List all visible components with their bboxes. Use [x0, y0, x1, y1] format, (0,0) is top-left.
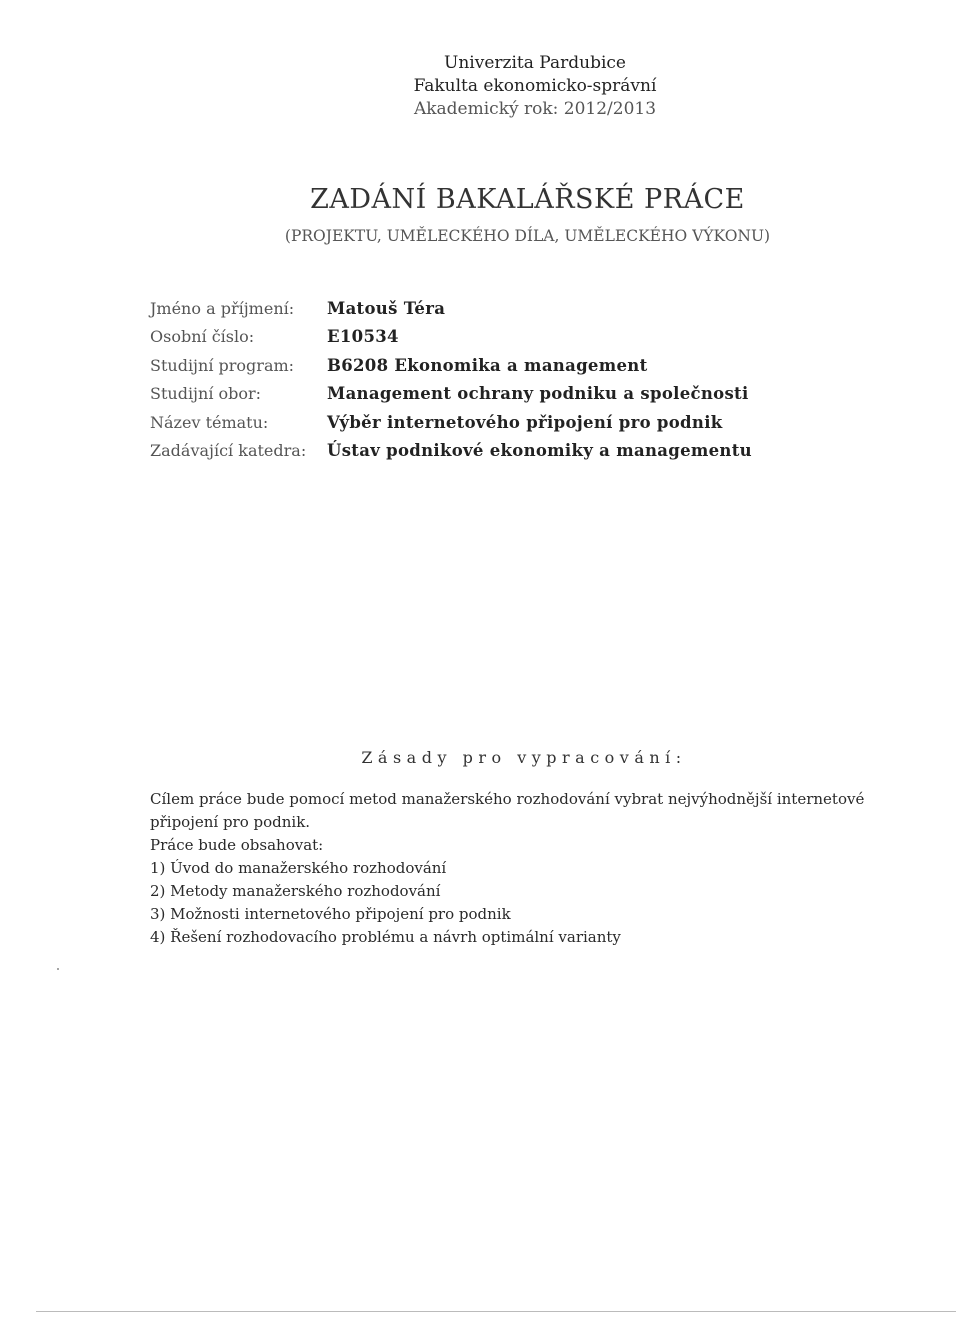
info-value: Matouš Téra: [327, 298, 446, 318]
info-value: Výběr internetového připojení pro podnik: [327, 412, 723, 432]
info-row-study-field: [150, 380, 752, 409]
list-item: 2) Metody manažerského rozhodování: [150, 882, 441, 900]
document-header: [0, 52, 960, 121]
list-item: 1) Úvod do manažerského rozhodování: [150, 859, 447, 877]
info-value: B6208 Ekonomika a management: [327, 355, 648, 375]
info-label: Jméno a příjmení:: [150, 298, 295, 318]
student-info-table: [150, 294, 752, 465]
info-label: Osobní číslo:: [150, 327, 255, 347]
list-item: 3) Možnosti internetového připojení pro podnik: [150, 905, 511, 923]
document-subtitle: (PROJEKTU, UMĚLECKÉHO DÍLA, UMĚLECKÉHO VÝKONU): [284, 227, 771, 245]
goal-paragraph: Cílem práce bude pomocí metod manažerského rozhodování vybrat nejvýhodnější internetové připojení pro podnik.: [150, 790, 865, 831]
info-row-study-program: [150, 351, 752, 380]
contents-intro: Práce bude obsahovat:: [150, 836, 324, 854]
info-label: Studijní obor:: [150, 384, 262, 404]
info-value: Ústav podnikové ekonomiky a managementu: [327, 441, 752, 461]
info-row-name: [150, 294, 752, 323]
document-title: ZADÁNÍ BAKALÁŘSKÉ PRÁCE: [310, 184, 745, 215]
list-item: 4) Řešení rozhodovacího problému a návrh optimální varianty: [150, 928, 621, 946]
info-label: Název tématu:: [150, 412, 269, 432]
bottom-rule: [36, 1311, 956, 1312]
faculty-name: Fakulta ekonomicko-správní: [413, 76, 657, 96]
info-value: Management ochrany podniku a společnosti: [327, 384, 749, 404]
info-label: Studijní program:: [150, 355, 295, 375]
academic-year: Akademický rok: 2012/2013: [413, 99, 657, 119]
principles-body: [150, 788, 910, 949]
info-label: Zadávající katedra:: [150, 441, 307, 461]
info-value: E10534: [327, 327, 399, 347]
principles-heading: Zásady pro vypracování:: [361, 748, 687, 767]
info-row-personal-number: [150, 323, 752, 352]
scan-speck: [57, 968, 59, 970]
university-name: Univerzita Pardubice: [444, 53, 626, 73]
info-row-department: [150, 437, 752, 466]
info-row-topic: [150, 408, 752, 437]
